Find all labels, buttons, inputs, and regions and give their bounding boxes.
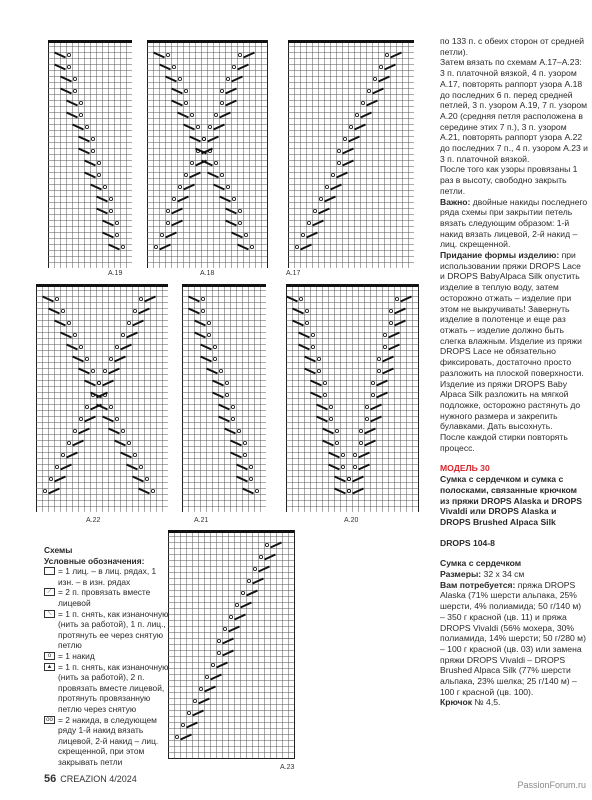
- chart-label: A.17: [286, 270, 301, 277]
- chart-grid: [147, 40, 269, 268]
- legend-item: oo = 2 накида, в следующем ряду 1-й накид вязать лицевой, 2-й накид – лиц. скрещенной, при этом закрывать петли: [44, 715, 170, 768]
- page-number: 56: [44, 773, 57, 785]
- chart-label: A.18: [200, 270, 215, 277]
- size-line: Размеры: 32 x 34 см: [440, 569, 525, 580]
- hook-line: Крючок № 4,5.: [440, 697, 501, 708]
- chart-grid: [286, 284, 422, 512]
- paragraph: Придание формы изделию: при использовании пряжи DROPS Lace и DROPS BabyAlpaca Silk опустить изделие в теплую воду, затем осторожно отжать – изделие при этом не выкручивать! Завернуть изделие в полотенце и еще раз отжать – изделие должно быть слегка влажным. Изделие из пряжи DROPS Lace не обязательно фиксировать, достаточно просто разложить на плоской поверхности.: [440, 250, 584, 378]
- model-code: DROPS 104-8: [440, 537, 495, 548]
- legend-item: ⟍ = 1 п. снять, как изнаночную (нить за работой), 1 п. лиц., протянуть ее через снятую петлю: [44, 609, 170, 651]
- chart-a21: [182, 284, 266, 512]
- legend-subtitle: Условные обозначения:: [44, 555, 145, 566]
- legend-item: ⟋ = 2 п. провязать вместе лицевой: [44, 587, 170, 608]
- knit-symbol-icon: [44, 567, 55, 575]
- chart-a17: [288, 40, 414, 268]
- chart-label: A.19: [108, 270, 123, 277]
- magazine-issue: CREAZION 4/2024: [60, 774, 137, 784]
- legend-title: Схемы: [44, 545, 73, 555]
- paragraph: После того как узоры провязаны 1 раз в высоту, свободно закрыть петли.: [440, 164, 578, 196]
- chart-grid: [36, 284, 168, 512]
- watermark: PassionForum.ru: [517, 780, 586, 790]
- model-subtitle: Сумка с сердечком и сумка с полосками, связанные крючком из пряжи DROPS Alaska и DROPS Vivaldi или DROPS Alaska и DROPS Brushed Alpaca Silk: [440, 474, 583, 527]
- chart-grid: [168, 530, 298, 762]
- chart-grid: [288, 40, 414, 268]
- yarn-over-symbol-icon: o: [44, 652, 55, 660]
- chart-a18: [147, 40, 269, 268]
- page-footer: [44, 773, 137, 785]
- item-title: Сумка с сердечком: [440, 558, 522, 569]
- paragraph: Затем вязать по схемам A.17–A.23: 3 п. платочной вязкой, 4 п. узором A.17, повторять раппорт узора A.18 до последних 6 п. перед средней петлей, 3 п. узором A.19, 7 п. узором A.20 (средняя петля расположена в середине этих 7 п.), 3 п. узором A.21, повторять раппорт узора A.22 до последних 7 п., 4 п. узором A.23 и 3 п. платочной вязкой.: [440, 57, 588, 164]
- chart-a23: [168, 530, 298, 762]
- legend-item: ▲ = 1 п. снять, как изнаночную (нить за работой), 2 п. провязать вместе лицевой, протянуть провязанную петлю через снятую: [44, 662, 170, 715]
- chart-grid: [48, 40, 132, 268]
- model-heading: МОДЕЛЬ 30: [440, 463, 490, 474]
- double-decrease-symbol-icon: ▲: [44, 663, 55, 671]
- chart-label: A.20: [344, 517, 359, 524]
- paragraph: После каждой стирки повторять процесс.: [440, 432, 568, 453]
- chart-label: A.23: [280, 764, 295, 771]
- paragraph: Важно: двойные накиды последнего ряда схемы при закрытии петель вязать следующим образом: 1-й накид вязать лицевой, 2-й накид – лиц. скрещенной.: [440, 196, 588, 250]
- materials-line: Вам потребуется: пряжа DROPS Alaska (71% шерсти альпака, 25% шерсти, 4% полиамида; 50 г/140 м) – 350 г красной (цв. 11) и пряжа DROPS Vivaldi (56% мохера, 30% полиамида, 14% шерсти; 50 г/280 м) – 100 г красной (цв. 03) или замена пряжи DROPS Vivaldi – DROPS Brushed Alpaca Silk (77% шерсти альпака, 23% шелка; 25 г/140 м) – 100 г красной (цв. 100).: [440, 579, 586, 697]
- right-text-column: [440, 36, 588, 708]
- paragraph: по 133 п. с обеих сторон от средней петли).: [440, 36, 585, 57]
- chart-label: A.22: [86, 517, 101, 524]
- chart-a19: [48, 40, 132, 268]
- legend-item: = 1 лиц. – в лиц. рядах, 1 изн. – в изн. рядах: [44, 566, 170, 587]
- double-yo-symbol-icon: oo: [44, 716, 55, 724]
- legend: [44, 545, 170, 767]
- chart-grid: [182, 284, 266, 512]
- chart-label: A.21: [194, 517, 209, 524]
- skp-symbol-icon: ⟍: [44, 610, 55, 618]
- k2tog-symbol-icon: ⟋: [44, 588, 55, 596]
- chart-a20: [286, 284, 422, 512]
- legend-item: o = 1 накид: [44, 651, 170, 662]
- paragraph: Изделие из пряжи DROPS Baby Alpaca Silk разложить на мягкой подложке, осторожно растянуть до нужного размера и закрепить булавками. Дать высохнуть.: [440, 378, 581, 432]
- chart-a22: [36, 284, 168, 512]
